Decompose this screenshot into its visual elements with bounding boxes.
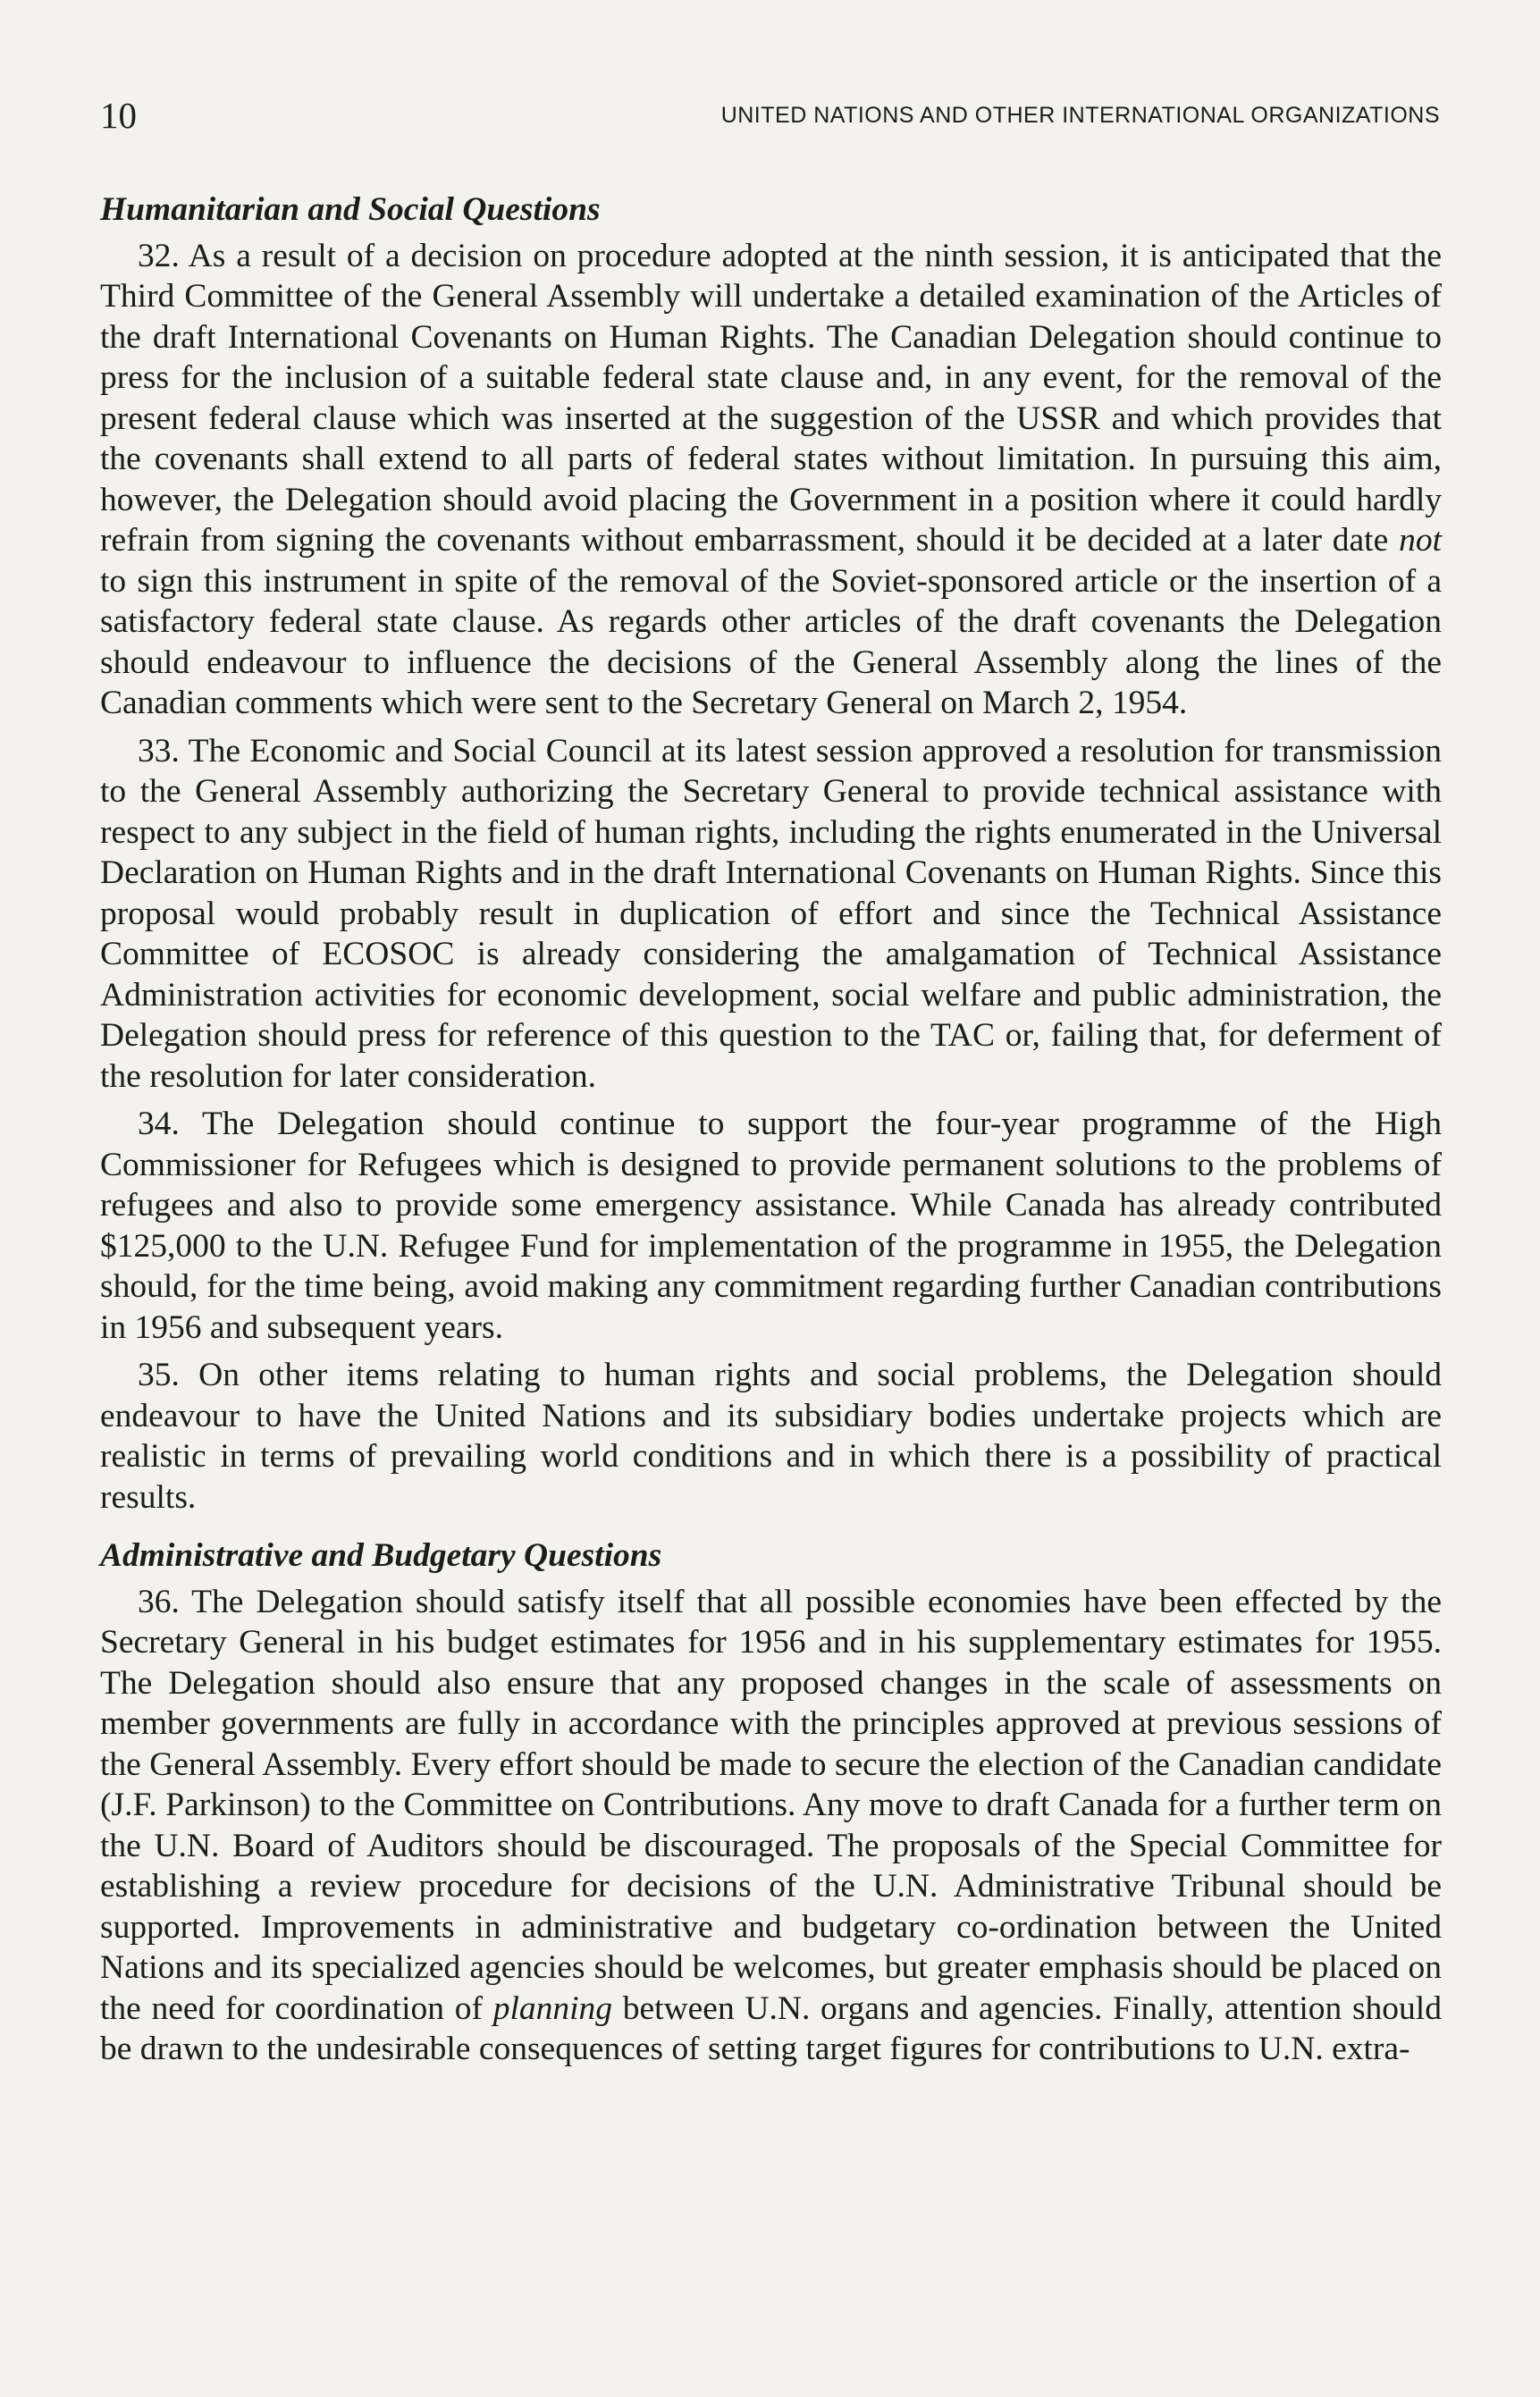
paragraph-number: 36. — [138, 1583, 180, 1620]
paragraph-number: 33. — [138, 732, 180, 770]
emphasis-text: not — [1399, 522, 1442, 559]
paragraph-33 — [100, 731, 1442, 1098]
paragraph-number: 34. — [138, 1106, 180, 1142]
section-heading-administrative: Administrative and Budgetary Questions — [100, 1537, 662, 1574]
paragraph-text: As a result of a decision on procedure adopted at the ninth session, it is anticipated that the Third Committee of the General Assembly will undertake a detailed examination of the Articles of the draft International Covenants on Human Rights. The Canadian Delegation should continue to press for the inclusion of a suitable federal state clause and, in any event, for the removal of the present federal clause which was inserted at the suggestion of the USSR and which provides that the covenants shall extend to all parts of federal states without limitation. In pursuing this aim, however, the Delegation should avoid placing the Government in a position where it could hardly refrain from signing the covenants without embarrassment, should it be decided at a later date — [100, 237, 1442, 559]
body-text — [100, 189, 1442, 2077]
paragraph-34 — [100, 1104, 1442, 1348]
page-header — [100, 93, 1440, 138]
paragraph-text: On other items relating to human rights and social problems, the Delegation should endeavour to have the United Nations and its subsidiary bodies undertake projects which are realistic in terms of prevailing world conditions and in which there is a possibility of practical results. — [100, 1357, 1442, 1516]
running-head: UNITED NATIONS AND OTHER INTERNATIONAL ORGANIZATIONS — [720, 103, 1440, 128]
page-number: 10 — [100, 95, 137, 136]
paragraph-number: 35. — [138, 1357, 180, 1393]
paragraph-35 — [100, 1355, 1442, 1518]
paragraph-number: 32. — [138, 237, 180, 274]
section-heading-humanitarian: Humanitarian and Social Questions — [100, 191, 601, 228]
paragraph-36 — [100, 1582, 1442, 2070]
emphasis-text: planning — [492, 1989, 613, 2027]
paragraph-text: The Delegation should satisfy itself that all possible economies have been effected by the Secretary General in his budget estimates for 1956 and in his supplementary estimates for 1955. The Delegation should also ensure that any proposed changes in the scale of assessments on member governments are fully in accordance with the principles approved at previous sessions of the General Assembly. Every effort should be made to secure the election of the Canadian candidate (J.F. Parkinson) to the Committee on Contributions. Any move to draft Canada for a further term on the U.N. Board of Auditors should be discouraged. The proposals of the Special Committee for establishing a review procedure for decisions of the U.N. Administrative Tribunal should be supported. Improvements in administrative and budgetary co-ordination between the United Nations and its specialized agencies should be welcomes, but greater emphasis should be placed on the need for coordination of — [100, 1583, 1442, 2027]
paragraph-text: to sign this instrument in spite of the removal of the Soviet-sponsored article or the insertion of a satisfactory federal state clause. As regards other articles of the draft covenants the Delegation should endeavour to influence the decisions of the General Assembly along the lines of the Canadian comments which were sent to the Secretary General on March 2, 1954. — [100, 562, 1442, 721]
paragraph-text: The Economic and Social Council at its latest session approved a resolution for transmission to the General Assembly authorizing the Secretary General to provide technical assistance with respect to any subject in the field of human rights, including the rights enumerated in the Universal Declaration on Human Rights and in the draft International Covenants on Human Rights. Since this proposal would probably result in duplication of effort and since the Technical Assistance Committee of ECOSOC is already considering the amalgamation of Technical Assistance Administration activities for economic development, social welfare and public administration, the Delegation should press for reference of this question to the TAC or, failing that, for deferment of the resolution for later consideration. — [100, 732, 1442, 1095]
paragraph-32 — [100, 236, 1442, 724]
paragraph-text: between U.N. organs and agencies. Finally, attention should be drawn to the undesirable consequences of setting target figures for contributions to U.N. extra- — [100, 1989, 1442, 2067]
paragraph-text: The Delegation should continue to support the four-year programme of the High Commissioner for Refugees which is designed to provide permanent solutions to the problems of refugees and also to provide some emergency assistance. While Canada has already contributed $125,000 to the U.N. Refugee Fund for implementation of the programme in 1955, the Delegation should, for the time being, avoid making any commitment regarding further Canadian contributions in 1956 and subsequent years. — [100, 1106, 1442, 1346]
